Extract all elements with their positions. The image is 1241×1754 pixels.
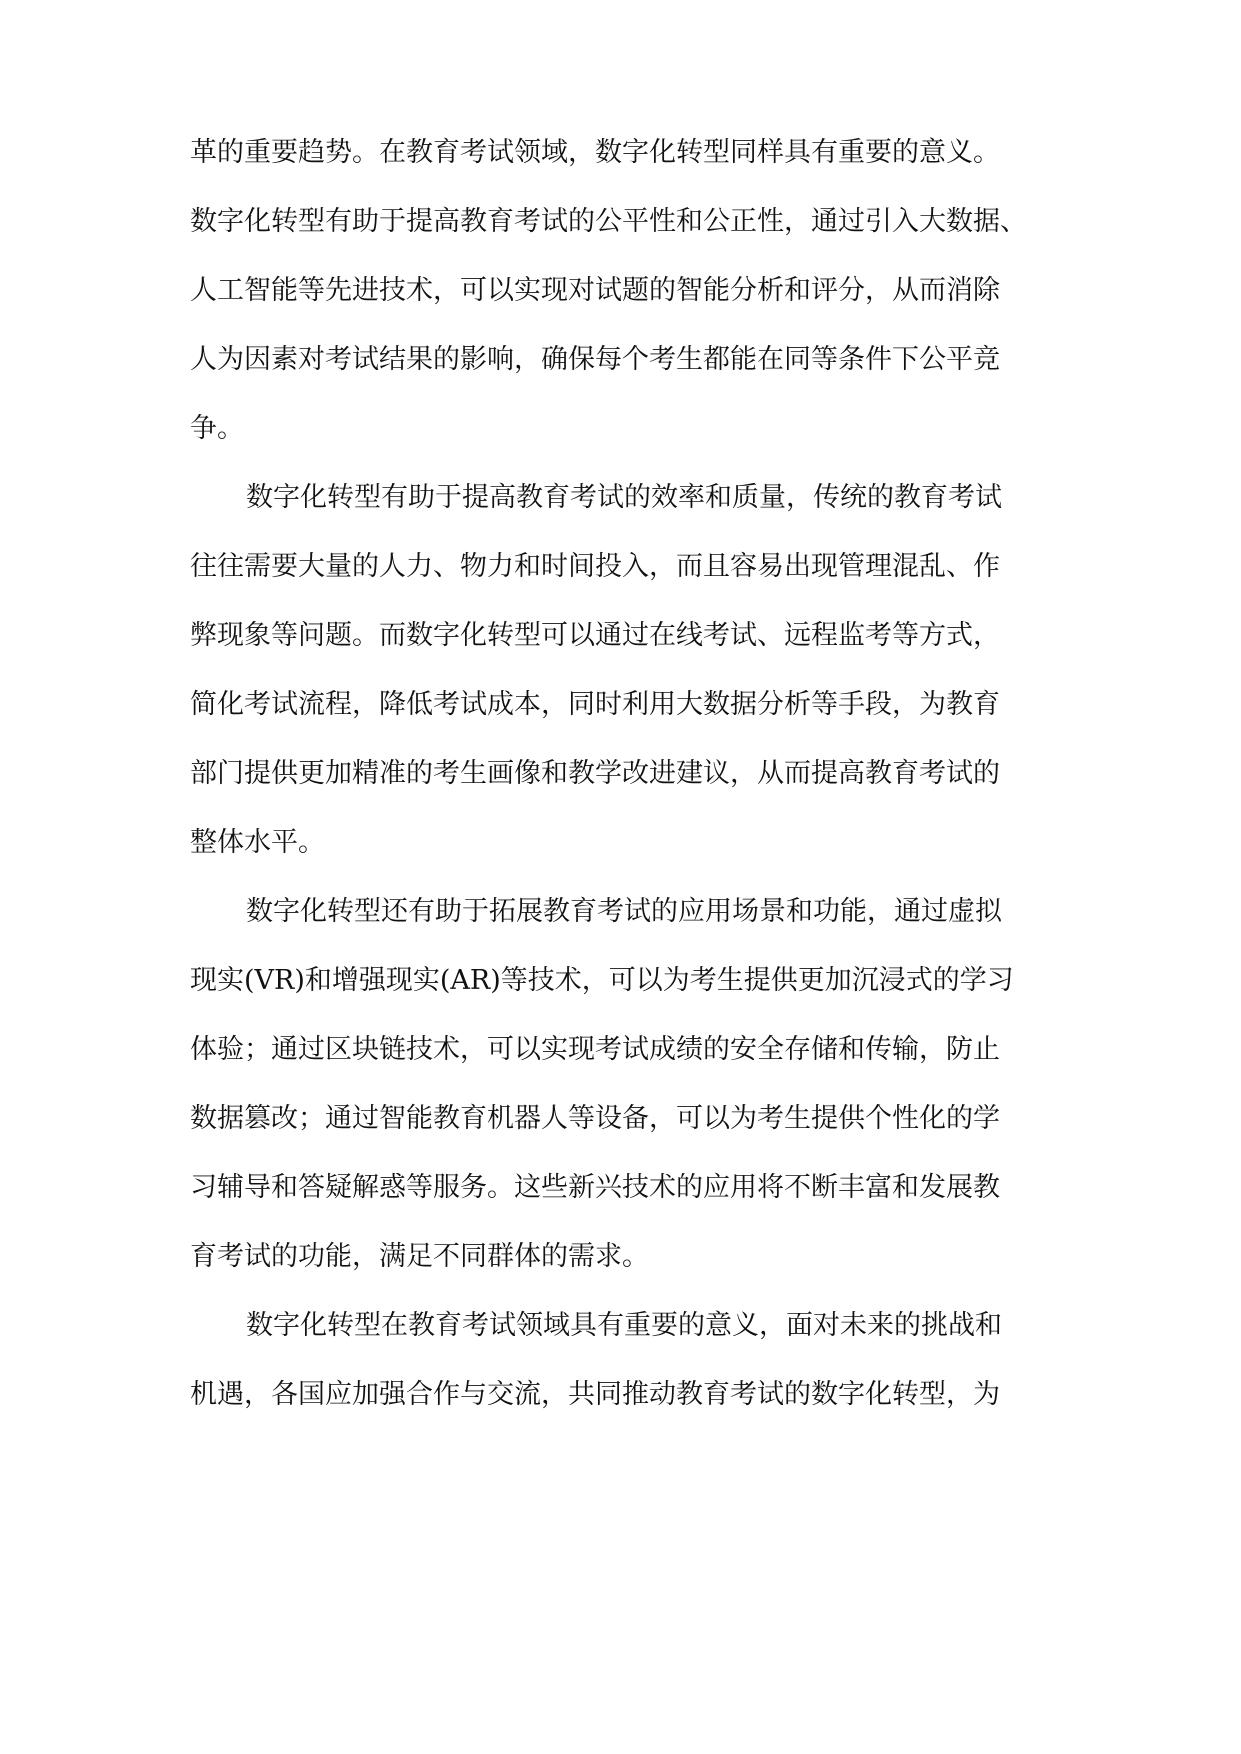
text-line: 革的重要趋势。在教育考试领域，数字化转型同样具有重要的意义。 — [190, 137, 1000, 168]
text-line: 整体水平。 — [190, 827, 325, 858]
text-line: 育考试的功能，满足不同群体的需求。 — [190, 1241, 649, 1272]
text-line: 数据篡改；通过智能教育机器人等设备，可以为考生提供个性化的学 — [190, 1103, 1000, 1134]
text-line: 简化考试流程，降低考试成本，同时利用大数据分析等手段，为教育 — [190, 689, 1000, 720]
text-line: 往往需要大量的人力、物力和时间投入，而且容易出现管理混乱、作 — [190, 551, 1000, 582]
paragraph-first-line: 数字化转型有助于提高教育考试的效率和质量，传统的教育考试 — [246, 482, 1002, 513]
text-line: 人为因素对考试结果的影响，确保每个考生都能在同等条件下公平竞 — [190, 344, 1000, 375]
text-line: 数字化转型有助于提高教育考试的公平性和公正性，通过引入大数据、 — [190, 206, 1027, 237]
text-line: 机遇，各国应加强合作与交流，共同推动教育考试的数字化转型，为 — [190, 1379, 1000, 1410]
paragraph-first-line: 数字化转型在教育考试领域具有重要的意义，面对未来的挑战和 — [246, 1310, 1002, 1341]
text-line: 争。 — [190, 413, 244, 444]
text-line: 现实(VR)和增强现实(AR)等技术，可以为考生提供更加沉浸式的学习 — [190, 965, 1014, 996]
paragraph-first-line: 数字化转型还有助于拓展教育考试的应用场景和功能，通过虚拟 — [246, 896, 1002, 927]
text-line: 部门提供更加精准的考生画像和教学改进建议，从而提高教育考试的 — [190, 758, 1000, 789]
text-line: 弊现象等问题。而数字化转型可以通过在线考试、远程监考等方式， — [190, 620, 1000, 651]
text-line: 人工智能等先进技术，可以实现对试题的智能分析和评分，从而消除 — [190, 275, 1000, 306]
text-line: 体验；通过区块链技术，可以实现考试成绩的安全存储和传输，防止 — [190, 1034, 1000, 1065]
text-line: 习辅导和答疑解惑等服务。这些新兴技术的应用将不断丰富和发展教 — [190, 1172, 1000, 1203]
